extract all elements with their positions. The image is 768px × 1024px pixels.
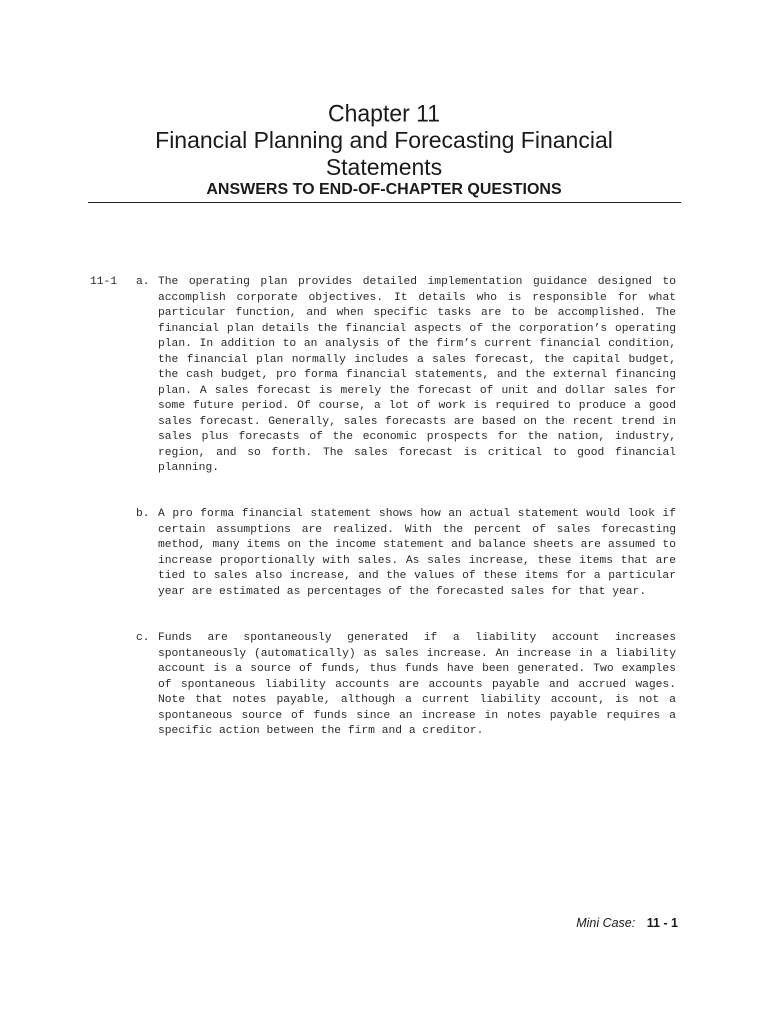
page-header: [0, 100, 768, 181]
item-letter: a.: [136, 276, 150, 288]
answer-item-b: [136, 507, 676, 600]
item-text: Funds are spontaneously generated if a liability account increases spontaneously (automatically) as sales increase. An increase in a liability account is a source of funds, thus funds have been generated. Two examples of spontaneous liability accounts are accounts payable and accrued wages. Note that notes payable, although a current liability account, is not a spontaneous source of funds since an increase in notes payable requires a specific action between the firm and a creditor.: [158, 632, 676, 737]
page-number: 11 - 1: [646, 916, 678, 930]
answer-item-c: [136, 631, 676, 740]
item-text: The operating plan provides detailed implementation guidance designed to accomplish corporate objectives. It details who is responsible for what particular function, and when specific tasks are to be accomplished. The financial plan details the financial aspects of the corporation’s operating plan. In addition to an analysis of the firm’s current financial condition, the financial plan normally includes a sales forecast, the capital budget, the cash budget, pro forma financial statements, and the external financing plan. A sales forecast is merely the forecast of unit and dollar sales for some future period. Of course, a lot of work is required to produce a good sales forecast. Generally, sales forecasts are based on the recent trend in sales plus forecasts of the economic prospects for the nation, industry, region, and so forth. The sales forecast is critical to good financial planning.: [158, 276, 676, 474]
chapter-title: Financial Planning and Forecasting Financial Statements: [155, 127, 613, 180]
item-text: A pro forma financial statement shows how an actual statement would look if certain assumptions are realized. With the percent of sales forecasting method, many items on the income statement and balance sheets are assumed to increase proportionally with sales. As sales increase, these items that are tied to sales also increase, and the values of these items for a particular year are estimated as percentages of the forecasted sales for that year.: [158, 508, 676, 598]
item-letter: b.: [136, 508, 150, 520]
question-number: 11-1: [90, 276, 118, 288]
item-letter: c.: [136, 632, 150, 644]
answer-item-a: [136, 275, 676, 477]
section-heading: ANSWERS TO END-OF-CHAPTER QUESTIONS: [206, 181, 562, 198]
page-footer: [576, 916, 678, 930]
chapter-number: Chapter 11: [327, 99, 441, 127]
footer-label: Mini Case:: [576, 916, 636, 930]
heading-divider: [88, 202, 681, 203]
